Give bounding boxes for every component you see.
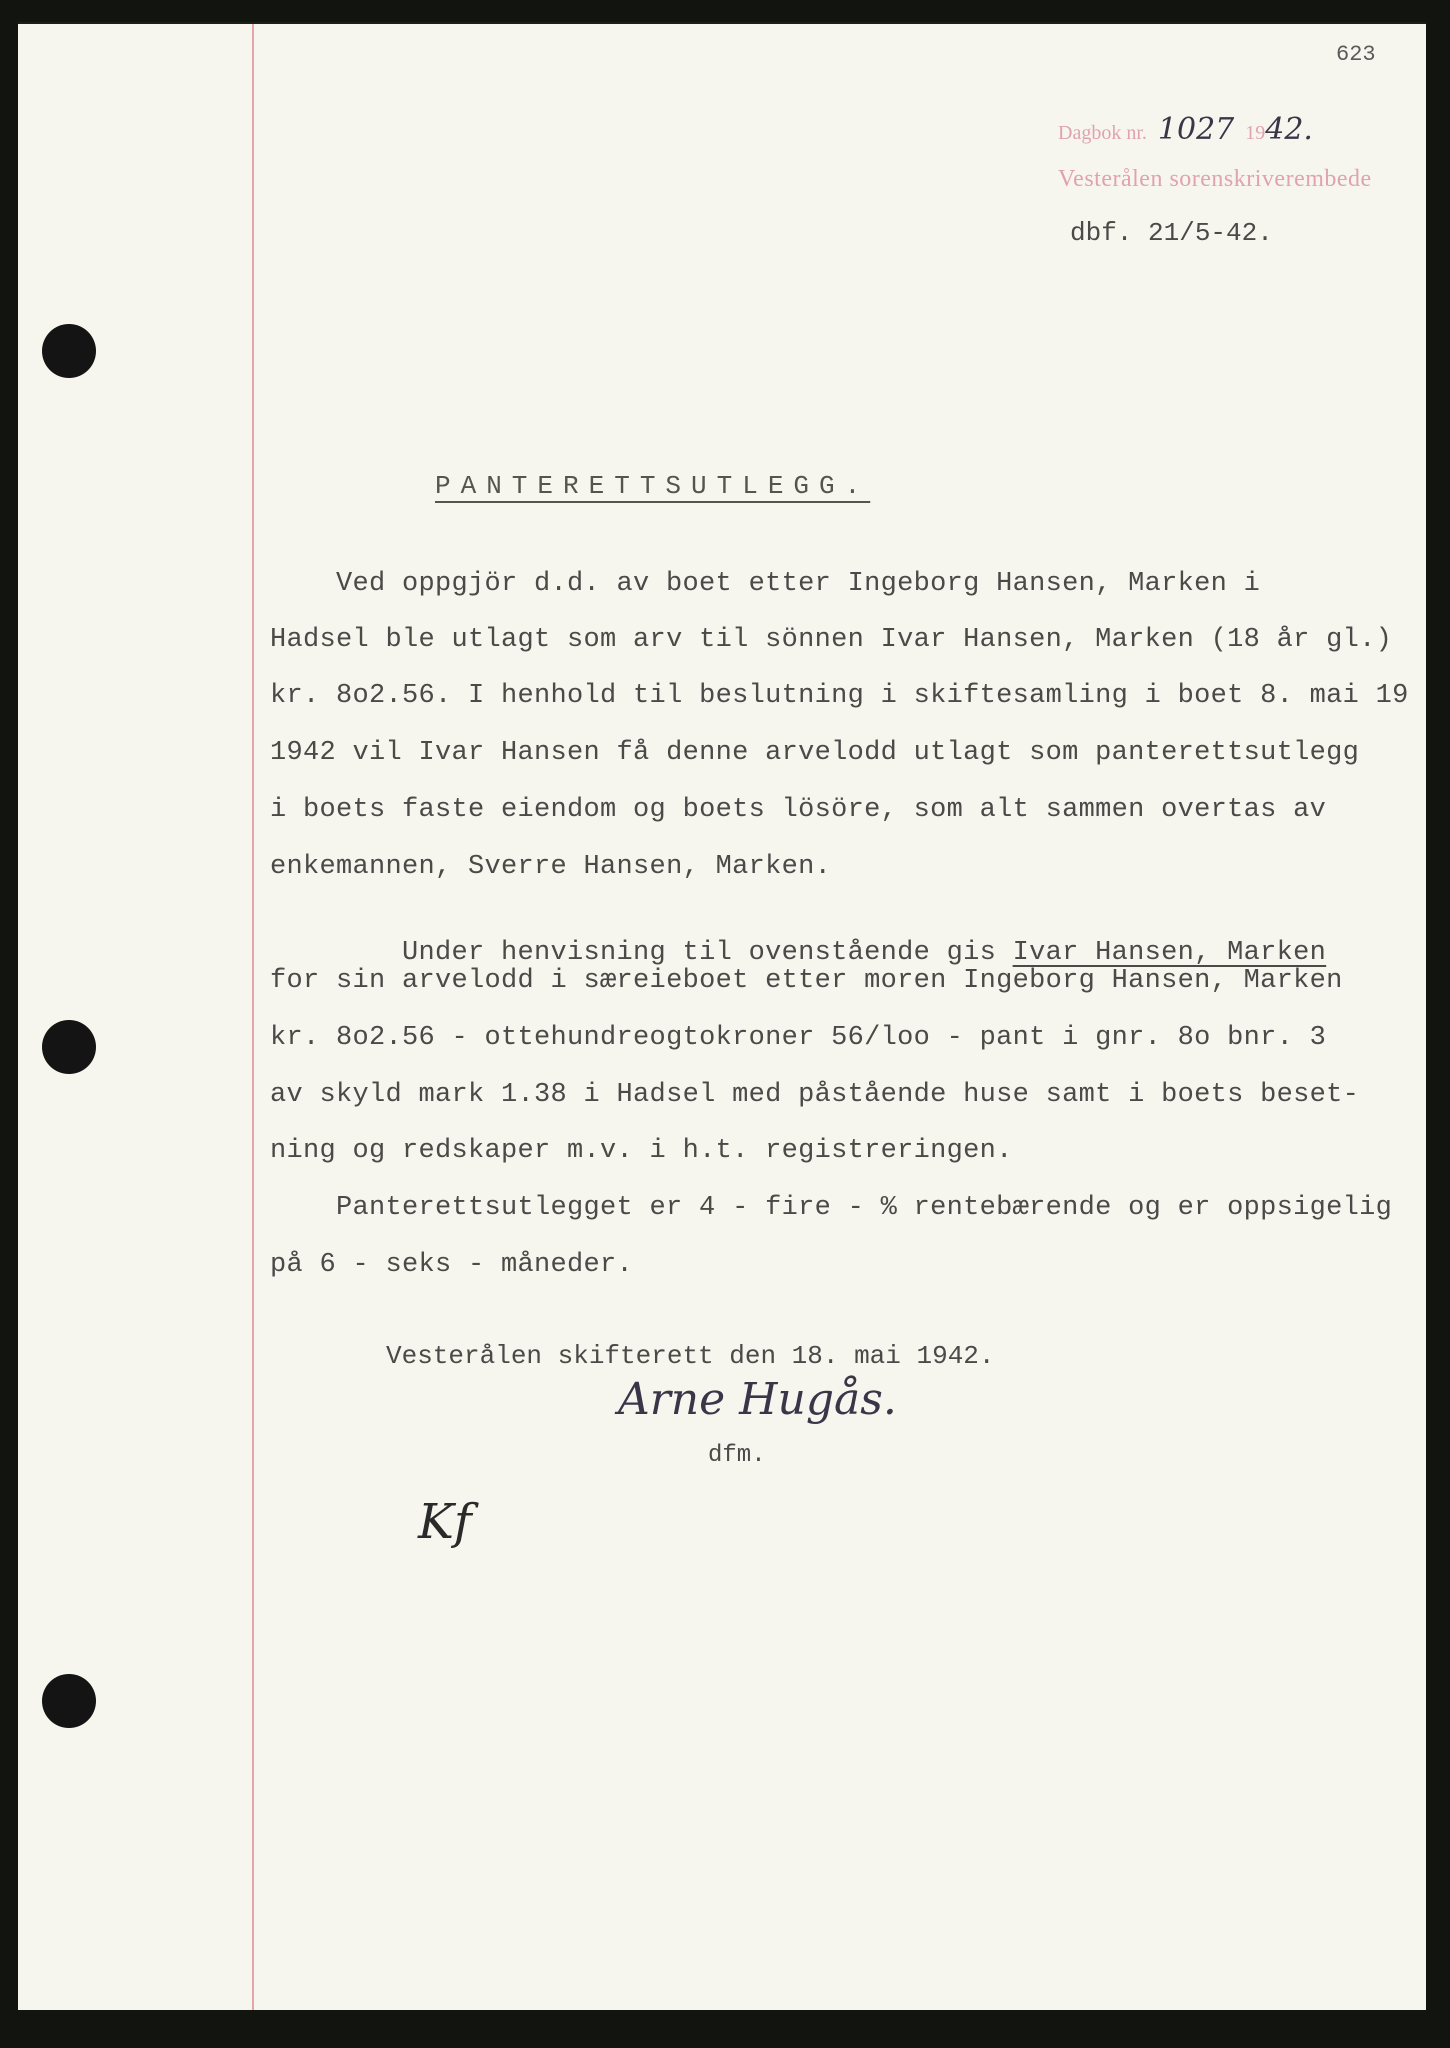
place-date: Vesterålen skifterett den 18. mai 1942. [386,1341,995,1371]
diary-year-suffix: 42. [1265,112,1313,147]
text-line: kr. 8o2.56 - ottehundreogtokroner 56/loo - pant i gnr. 8o bnr. 3 [270,1023,1327,1053]
diary-number: 1027 [1157,112,1235,147]
text-line: kr. 8o2.56. I henhold til beslutning i skiftesamling i boet 8. mai 19 [270,681,1409,711]
document-title: PANTERETTSUTLEGG. [435,471,871,501]
page-number: 623 [1336,42,1376,67]
registration-note: dbf. 21/5-42. [1070,218,1273,248]
punch-hole [42,324,96,378]
text-line: på 6 - seks - måneder. [270,1250,634,1280]
diary-stamp [1058,112,1313,147]
text-line: enkemannen, Sverre Hansen, Marken. [270,852,832,882]
diary-year-prefix: 19 [1245,122,1266,144]
text-line: av skyld mark 1.38 i Hadsel med påstående huse samt i boets beset- [270,1080,1360,1110]
beneficiary-name: Ivar Hansen, Marken [1012,938,1327,968]
text-line: Hadsel ble utlagt som arv til sönnen Ivar Hansen, Marken (18 år gl.) [270,625,1393,655]
punch-hole [42,1020,96,1074]
text-line: Panterettsutlegget er 4 - fire - % rentebærende og er oppsigelig [336,1193,1393,1223]
punch-hole [42,1674,96,1728]
margin-line [252,24,254,2010]
text-segment: Under henvisning til ovenstående gis [402,938,1013,968]
office-stamp: Vesterålen sorenskriverembede [1058,166,1372,192]
diary-label: Dagbok nr. [1058,122,1147,144]
signature: Arne Hugås. [618,1374,897,1425]
text-line: Ved oppgjör d.d. av boet etter Ingeborg Hansen, Marken i [336,569,1261,599]
text-line: i boets faste eiendom og boets lösöre, som alt sammen overtas av [270,795,1327,825]
text-line: ning og redskaper m.v. i h.t. registreringen. [270,1136,1013,1166]
signature-title: dfm. [708,1442,766,1469]
text-line: 1942 vil Ivar Hansen få denne arvelodd utlagt som panterettsutlegg [270,738,1360,768]
text-line: for sin arvelodd i særeieboet etter moren Ingeborg Hansen, Marken [270,966,1343,996]
initials: Kf [418,1494,472,1550]
document-page [18,22,1426,2010]
